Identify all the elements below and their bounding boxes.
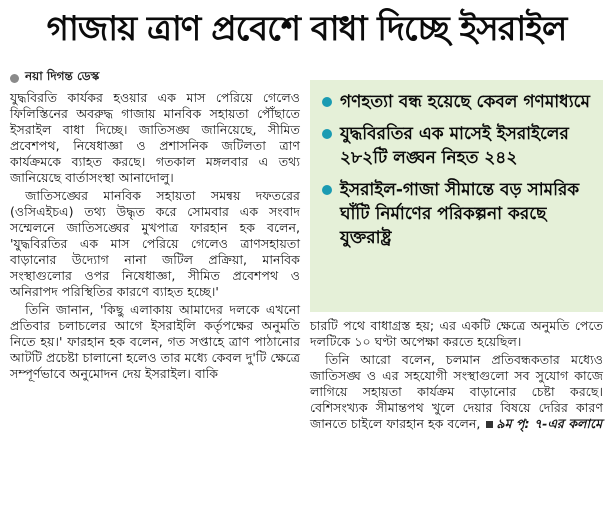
bullet-icon — [322, 97, 332, 107]
highlight-text: গণহত্যা বন্ধ হয়েছে কেবল গণমাধ্যমে — [340, 92, 590, 112]
highlight-item — [322, 178, 593, 250]
square-bullet-icon — [486, 421, 493, 428]
highlight-item — [322, 90, 593, 114]
continuation-text: ৯ম পৃ: ৭-এর কলামে — [496, 416, 603, 431]
headline: গাজায় ত্রাণ প্রবেশে বাধা দিচ্ছে ইসরাইল — [46, 8, 567, 49]
bullet-icon — [322, 129, 332, 139]
paragraph: তিনি জানান, 'কিছু এলাকায় আমাদের দলকে এখনো প্রতিবার চলাচলের আগে ইসরাইলি কর্তৃপক্ষের অনুমতি নিতে হয়।' ফারহান হক বলেন, গত সপ্তাহে ত্রাণ পাঠানোর আটটি প্রচেষ্টা চালানো হলেও তার মধ্যে কেবল দু'টি ক্ষেত্রে সম্পূর্ণভাবে অনুমোদন দেয় ইসরাইল। বাকি — [10, 302, 300, 381]
paragraph: চারটি পথে বাধাগ্রস্ত হয়; এর একটি ক্ষেত্রে অনুমতি পেতে দলটিকে ১০ ঘণ্টা অপেক্ষা করতে হয়েছিল। — [310, 318, 603, 349]
highlights-box — [310, 80, 603, 312]
paragraph-text: তিনি আরো বলেন, চলমান প্রতিবন্ধকতার মধ্যেও জাতিসঙ্ঘ ও এর সহযোগী সংস্থাগুলো সব সুযোগ কাজে লাগিয়ে সহায়তা কার্যক্রম বাড়ানোর চেষ্টা করছে। বেশিসংখ্যক সীমান্তপথ খুলে দেয়ার বিষয়ে দেরির কারণ জানতে চাইলে ফারহান হক বলেন, — [310, 352, 603, 431]
byline — [10, 68, 99, 88]
bullet-icon — [322, 185, 332, 195]
highlight-text: যুদ্ধবিরতির এক মাসেই ইসরাইলের ২৮২টি লঙ্ঘন নিহত ২৪২ — [340, 124, 569, 168]
byline-text: নয়া দিগন্ত ডেস্ক — [25, 69, 100, 83]
paragraph — [310, 352, 603, 432]
article-right-column — [310, 318, 603, 434]
paragraph: জাতিসঙ্ঘের মানবিক সহায়তা সমন্বয় দফতরের (ওসিএইচএ) তথ্য উদ্ধৃত করে সোমবার এক সংবাদ সম্মেলনে জাতিসঙ্ঘের মুখপাত্র ফারহান হক বলেন, 'যুদ্ধবিরতির এক মাস পেরিয়ে গেলেও ত্রাণসহায়তা বাড়ানোর উদ্যোগ নানা জটিল প্রক্রিয়া, মানবিক সংস্থাগুলোর ওপর নিষেধাজ্ঞা, সীমিত প্রবেশপথ ও অনিরাপদ পরিস্থিতির কারণে ব্যাহত হচ্ছে।' — [10, 188, 300, 299]
highlight-text: ইসরাইল-গাজা সীমান্তে বড় সামরিক ঘাঁটি নির্মাণের পরিকল্পনা করছে যুক্তরাষ্ট্র — [340, 180, 580, 248]
paragraph: যুদ্ধবিরতি কার্যকর হওয়ার এক মাস পেরিয়ে গেলেও ফিলিস্তিনের অবরুদ্ধ গাজায় মানবিক সহায়তা পৌঁছাতে ইসরাইল বাধা দিচ্ছে। জাতিসঙ্ঘ জানিয়েছে, সীমিত প্রবেশপথ, নিষেধাজ্ঞা ও প্রশাসনিক জটিলতা ত্রাণ কার্যক্রমকে ব্যাহত করছে। গতকাল মঙ্গলবার এ তথ্য জানিয়েছে বার্তাসংস্থা আনাদোলু। — [10, 90, 300, 185]
continuation-note — [484, 416, 602, 431]
bullet-icon — [10, 74, 19, 83]
highlight-item — [322, 122, 593, 170]
article-left-column — [10, 90, 300, 384]
